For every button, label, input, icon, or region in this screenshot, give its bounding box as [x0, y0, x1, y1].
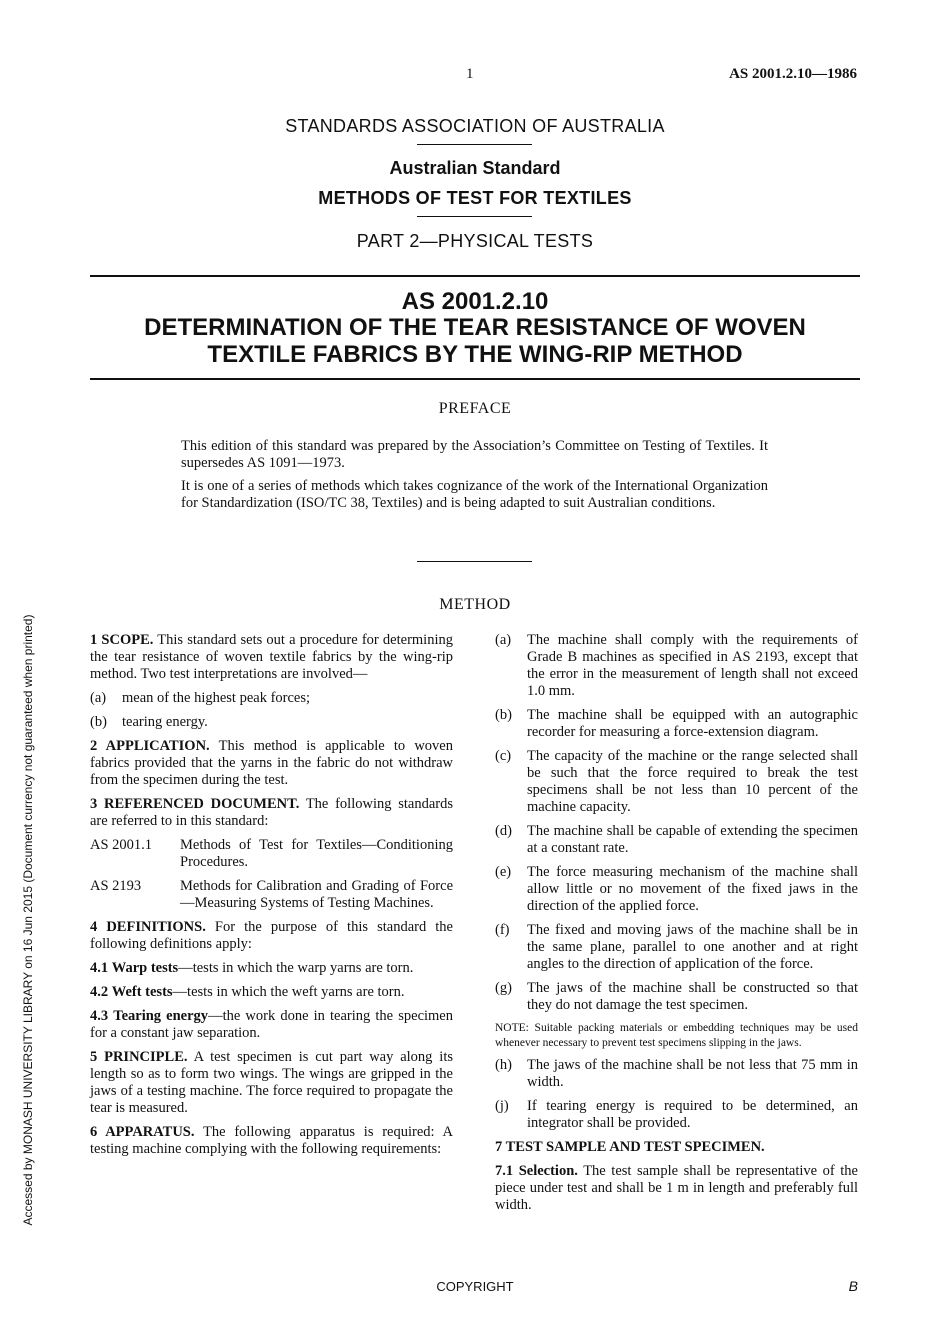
application-heading: 2 APPLICATION.: [90, 738, 210, 754]
definition-number: 4.2: [90, 984, 109, 1000]
scope-section: [90, 632, 453, 683]
sample-heading: 7 TEST SAMPLE AND TEST SPECIMEN.: [495, 1139, 765, 1155]
standard-code: AS 2001.2.10—1986: [729, 66, 857, 82]
title-bottom-rule: [90, 378, 860, 380]
definition-item: [90, 1008, 453, 1042]
definition-term: Warp tests: [111, 960, 179, 976]
referenced-text: The following standards are referred to in this standard:: [90, 796, 453, 829]
divider: [417, 144, 532, 145]
title-top-rule: [90, 275, 860, 277]
requirement-text: The machine shall comply with the requirements of Grade B machines as specified in AS 2193, except that the error in the measurement of length shall not exceed 1.0 mm.: [527, 632, 858, 699]
requirement-label: (c): [495, 748, 512, 764]
right-column: [495, 632, 858, 1221]
apparatus-heading: 6 APPARATUS.: [90, 1124, 195, 1140]
requirement-item: [495, 1057, 858, 1091]
definition-term: Weft tests: [111, 984, 173, 1000]
requirement-text: The machine shall be capable of extending the specimen at a constant rate.: [527, 823, 858, 856]
standard-number: AS 2001.2.10: [401, 288, 549, 315]
requirement-label: (h): [495, 1057, 512, 1073]
principle-text: A test specimen is cut part way along its length so as to form two wings. The wings are gripped in the jaws of a testing machine. The force required to propagate the tear is measured.: [90, 1049, 453, 1116]
list-item-text: mean of the highest peak forces;: [122, 690, 311, 706]
referenced-document: [90, 837, 453, 871]
divider: [417, 216, 532, 217]
definition-text: —tests in which the weft yarns are torn.: [172, 984, 405, 1000]
definition-number: 4.3: [90, 1008, 109, 1024]
requirement-label: (f): [495, 922, 510, 938]
requirement-item: [495, 632, 858, 700]
requirement-text: The machine shall be equipped with an autographic recorder for measuring a force-extension diagram.: [527, 707, 858, 740]
requirement-item: [495, 922, 858, 973]
definition-number: 4.1: [90, 960, 109, 976]
definitions-heading: 4 DEFINITIONS.: [90, 919, 206, 935]
copyright-notice: COPYRIGHT: [436, 1279, 514, 1294]
selection-number: 7.1: [495, 1163, 514, 1179]
list-item-label: (a): [90, 690, 107, 706]
referenced-document: [90, 878, 453, 912]
referenced-document-code: AS 2193: [90, 878, 142, 894]
list-item: [90, 690, 453, 707]
left-column: [90, 632, 453, 1165]
requirement-text: The jaws of the machine shall be not less that 75 mm in width.: [527, 1057, 858, 1090]
application-text: This method is applicable to woven fabrics provided that the yarns in the fabric do not withdraw from the specimen during the test.: [90, 738, 453, 788]
divider: [417, 561, 532, 562]
referenced-document-code: AS 2001.1: [90, 837, 153, 853]
principle-heading: 5 PRINCIPLE.: [90, 1049, 188, 1065]
definition-text: —tests in which the warp yarns are torn.: [178, 960, 414, 976]
scope-heading: 1 SCOPE.: [90, 632, 154, 648]
requirement-text: The fixed and moving jaws of the machine shall be in the same plane, parallel to one another and at right angles to the direction of application of the force.: [527, 922, 858, 972]
standard-title: [0, 314, 950, 368]
referenced-section: [90, 796, 453, 830]
application-section: [90, 738, 453, 789]
definition-text: —the work done in tearing the specimen for a constant jaw separation.: [90, 1008, 453, 1041]
selection-term: Selection.: [518, 1163, 578, 1179]
requirement-item: [495, 707, 858, 741]
principle-section: [90, 1049, 453, 1117]
apparatus-note: NOTE: Suitable packing materials or embedding techniques may be used whenever necessary to prevent test specimens slipping in the jaws.: [495, 1022, 858, 1049]
definition-term: Tearing energy: [113, 1008, 209, 1024]
requirement-text: The capacity of the machine or the range selected shall be such that the force required to break the test specimens shall be not less than 10 percent of the machine capacity.: [527, 748, 858, 815]
preface-paragraph-2: It is one of a series of methods which takes cognizance of the work of the International Organization for Standardization (ISO/TC 38, Textiles) and is being adapted to suit Australian conditions.: [181, 478, 768, 511]
organization-name: STANDARDS ASSOCIATION OF AUSTRALIA: [285, 116, 665, 136]
selection-section: [495, 1163, 858, 1214]
requirement-text: The jaws of the machine shall be constructed so that they do not damage the test specimen.: [527, 980, 858, 1013]
definition-item: [90, 960, 453, 977]
list-item: [90, 714, 453, 731]
requirement-label: (b): [495, 707, 512, 723]
definitions-section: [90, 919, 453, 953]
apparatus-text: The following apparatus is required: A testing machine complying with the following requirements:: [90, 1124, 453, 1157]
requirement-item: [495, 748, 858, 816]
definition-item: [90, 984, 453, 1001]
standard-title-line-2: TEXTILE FABRICS BY THE WING-RIP METHOD: [207, 341, 743, 368]
requirement-item: [495, 864, 858, 915]
requirement-text: If tearing energy is required to be determined, an integrator shall be provided.: [527, 1098, 858, 1131]
apparatus-section: [90, 1124, 453, 1158]
referenced-heading: 3 REFERENCED DOCUMENT.: [90, 796, 300, 812]
requirement-item: [495, 1098, 858, 1132]
preface-heading: PREFACE: [438, 400, 512, 417]
selection-text: The test sample shall be representative of the piece under test and shall be 1 m in length and preferably full width.: [495, 1163, 858, 1213]
standard-type: Australian Standard: [389, 158, 561, 178]
scope-text: This standard sets out a procedure for determining the tear resistance of woven textile fabrics by the wing-rip method. Two test interpretations are involved—: [90, 632, 453, 682]
method-heading: METHOD: [439, 596, 511, 613]
standard-title-line-1: DETERMINATION OF THE TEAR RESISTANCE OF WOVEN: [144, 314, 806, 341]
part-title: PART 2—PHYSICAL TESTS: [356, 231, 594, 251]
requirement-label: (a): [495, 632, 512, 648]
series-title: METHODS OF TEST FOR TEXTILES: [318, 188, 632, 208]
referenced-document-title: Methods for Calibration and Grading of Force—Measuring Systems of Testing Machines.: [180, 878, 453, 911]
requirement-label: (e): [495, 864, 512, 880]
preface-paragraph-1: This edition of this standard was prepared by the Association’s Committee on Testing of Textiles. It supersedes AS 1091—1973.: [181, 438, 768, 471]
page-number: 1: [466, 66, 474, 82]
referenced-document-title: Methods of Test for Textiles—Conditioning Procedures.: [180, 837, 453, 870]
requirement-label: (d): [495, 823, 512, 839]
requirement-text: The force measuring mechanism of the machine shall allow little or no movement of the fixed jaws in the direction of the applied force.: [527, 864, 858, 914]
definitions-text: For the purpose of this standard the following definitions apply:: [90, 919, 453, 952]
requirement-label: (g): [495, 980, 512, 996]
requirement-label: (j): [495, 1098, 509, 1114]
page-letter: B: [848, 1278, 858, 1294]
access-watermark: Accessed by MONASH UNIVERSITY LIBRARY on 16 Jun 2015 (Document currency not guaranteed when printed): [21, 614, 35, 1226]
requirement-item: [495, 823, 858, 857]
list-item-text: tearing energy.: [122, 714, 208, 730]
list-item-label: (b): [90, 714, 107, 730]
requirement-item: [495, 980, 858, 1014]
